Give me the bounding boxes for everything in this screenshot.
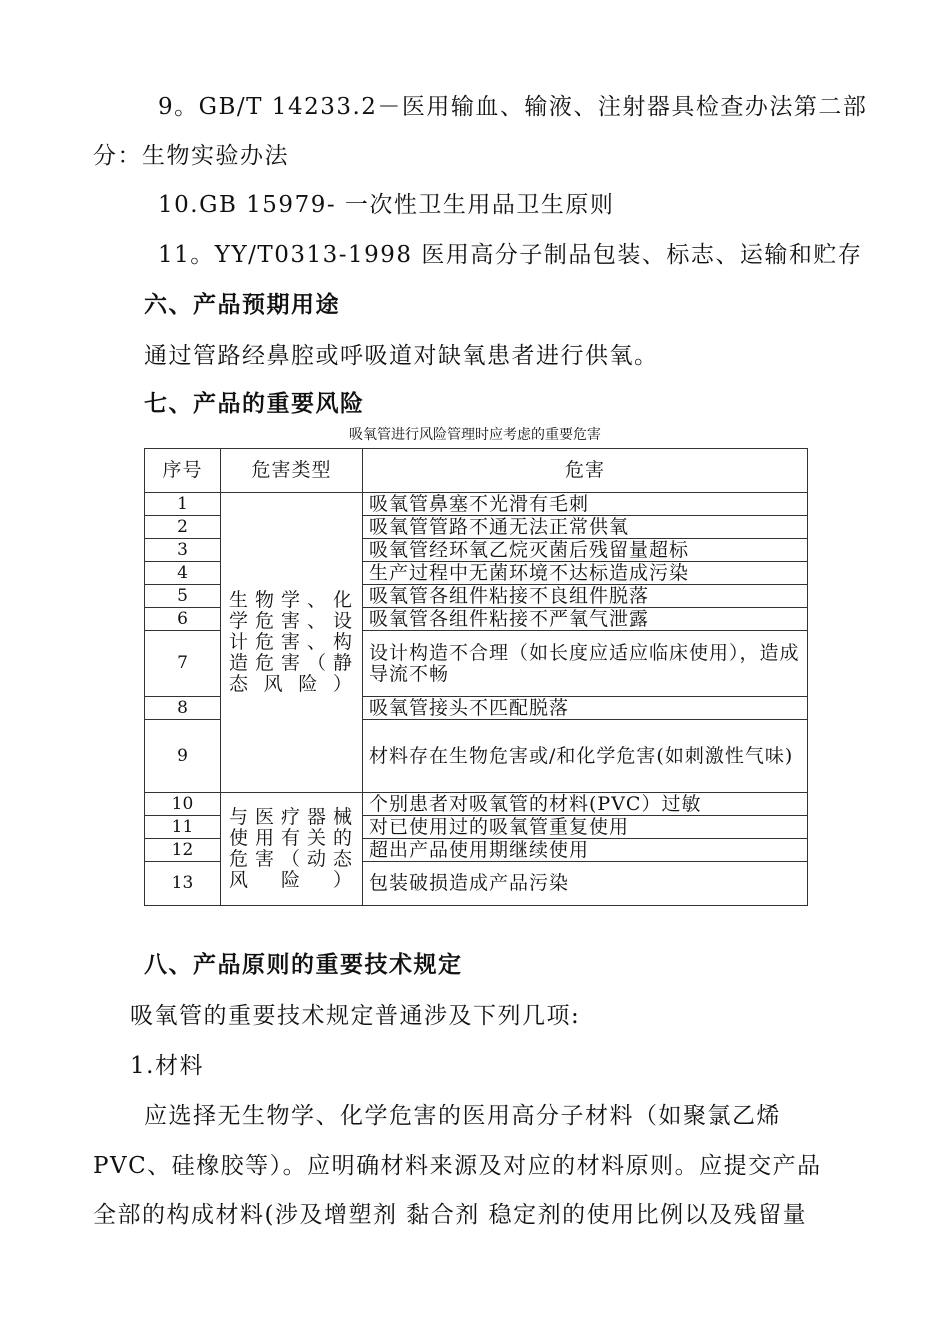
row-hazard: 包装破损造成产品污染 [363, 862, 808, 906]
row-hazard: 材料存在生物危害或/和化学危害(如刺激性气味) [363, 720, 808, 793]
header-hazard: 危害 [363, 449, 808, 493]
row-hazard: 吸氧管管路不通无法正常供氧 [363, 516, 808, 539]
hazard-table [144, 448, 808, 906]
header-hazard-type: 危害类型 [221, 449, 363, 493]
table-caption: 吸氧管进行风险管理时应考虑的重要危害 [349, 427, 601, 443]
section-8-heading: 八、产品原则的重要技术规定 [144, 952, 463, 978]
section-6-body: 通过管路经鼻腔或呼吸道对缺氧患者进行供氧。 [144, 343, 659, 369]
table-header-row [145, 449, 808, 493]
row-hazard: 设计构造不合理（如长度应适应临床使用），造成导流不畅 [363, 631, 808, 697]
row-number: 5 [145, 585, 221, 608]
row-number: 8 [145, 697, 221, 720]
row-number: 13 [145, 862, 221, 906]
paragraph-line-1: 应选择无生物学、化学危害的医用高分子材料（如聚氯乙烯 [144, 1103, 781, 1129]
section-8-intro: 吸氧管的重要技术规定普通涉及下列几项: [130, 1003, 581, 1029]
table-row [145, 493, 808, 516]
row-number: 1 [145, 493, 221, 516]
list-item-9-line1: 9。GB/T 14233.2－医用输血、输液、注射器具检查办法第二部 [158, 94, 868, 120]
row-hazard: 吸氧管各组件粘接不严氧气泄露 [363, 608, 808, 631]
list-item-9-line2: 分：生物实验办法 [93, 143, 289, 169]
row-hazard: 对已使用过的吸氧管重复使用 [363, 816, 808, 839]
row-number: 6 [145, 608, 221, 631]
header-number: 序号 [145, 449, 221, 493]
row-hazard: 吸氧管鼻塞不光滑有毛刺 [363, 493, 808, 516]
row-hazard: 吸氧管各组件粘接不良组件脱落 [363, 585, 808, 608]
row-number: 7 [145, 631, 221, 697]
list-item-11: 11。YY/T0313-1998 医用高分子制品包装、标志、运输和贮存 [158, 242, 863, 268]
category-static-risk: 生物学、化学危害、设计危害、构造危害（静态风险） [221, 493, 363, 793]
subsection-1-title: 1.材料 [130, 1053, 204, 1079]
row-number: 3 [145, 539, 221, 562]
row-number: 2 [145, 516, 221, 539]
row-number: 9 [145, 720, 221, 793]
row-number: 12 [145, 839, 221, 862]
paragraph-line-2: PVC、硅橡胶等）。应明确材料来源及对应的材料原则。应提交产品 [93, 1153, 822, 1179]
row-number: 11 [145, 816, 221, 839]
paragraph-line-3: 全部的构成材料(涉及增塑剂 黏合剂 稳定剂的使用比例以及残留量 [93, 1202, 808, 1228]
list-item-10: 10.GB 15979- 一次性卫生用品卫生原则 [158, 192, 615, 218]
category-dynamic-risk: 与医疗器械使用有关的危害（动态风险） [221, 793, 363, 906]
row-hazard: 生产过程中无菌环境不达标造成污染 [363, 562, 808, 585]
section-7-heading: 七、产品的重要风险 [144, 391, 365, 417]
row-number: 10 [145, 793, 221, 816]
row-hazard: 个别患者对吸氧管的材料(PVC）过敏 [363, 793, 808, 816]
row-hazard: 吸氧管经环氧乙烷灭菌后残留量超标 [363, 539, 808, 562]
section-6-heading: 六、产品预期用途 [144, 292, 340, 318]
row-number: 4 [145, 562, 221, 585]
table-row [145, 793, 808, 816]
row-hazard: 超出产品使用期继续使用 [363, 839, 808, 862]
row-hazard: 吸氧管接头不匹配脱落 [363, 697, 808, 720]
